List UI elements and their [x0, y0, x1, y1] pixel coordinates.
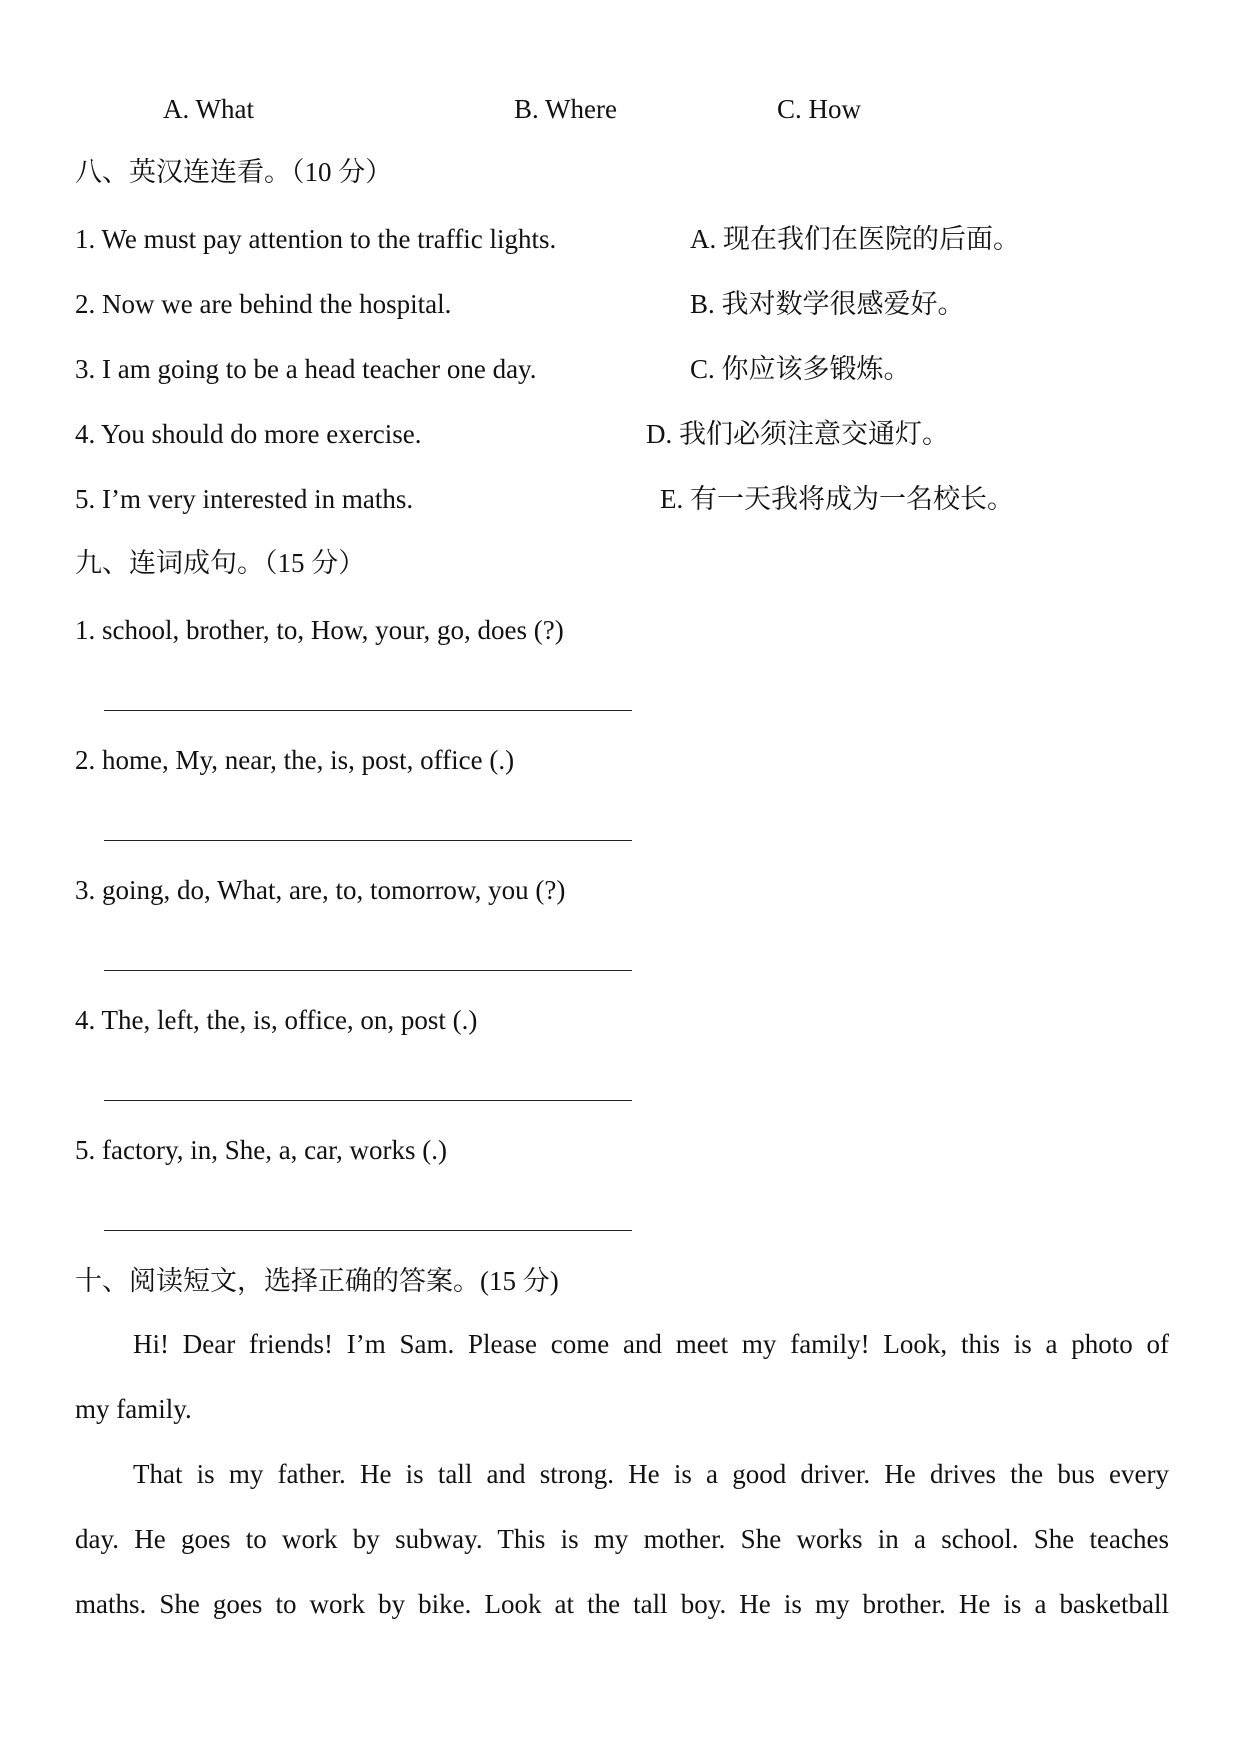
- option-b: B. Where: [514, 94, 617, 124]
- match-left-5: 5. I’m very interested in maths.: [75, 484, 414, 514]
- match-right-b: B. 我对数学很感爱好。: [690, 289, 965, 319]
- option-c: C. How: [777, 94, 862, 124]
- reorder-item-4: 4. The, left, the, is, office, on, post (.): [75, 1005, 478, 1035]
- answer-line-4[interactable]: [104, 1100, 632, 1101]
- reading-p2-line2: day. He goes to work by subway. This is my mother. She works in a school. She teaches: [75, 1524, 1169, 1554]
- reorder-item-1: 1. school, brother, to, How, your, go, does (?): [75, 615, 564, 645]
- reading-p1-line2: my family.: [75, 1394, 192, 1424]
- reading-p2-line3: maths. She goes to work by bike. Look at the tall boy. He is my brother. He is a basketball: [75, 1589, 1169, 1619]
- match-left-1: 1. We must pay attention to the traffic lights.: [75, 224, 557, 254]
- match-right-a: A. 现在我们在医院的后面。: [690, 224, 1020, 254]
- match-left-2: 2. Now we are behind the hospital.: [75, 289, 452, 319]
- answer-line-2[interactable]: [104, 840, 632, 841]
- answer-line-5[interactable]: [104, 1230, 632, 1231]
- option-a: A. What: [163, 94, 254, 124]
- answer-line-3[interactable]: [104, 970, 632, 971]
- reorder-item-3: 3. going, do, What, are, to, tomorrow, you (?): [75, 875, 566, 905]
- match-right-e: E. 有一天我将成为一名校长。: [660, 484, 1014, 514]
- reorder-item-5: 5. factory, in, She, a, car, works (.): [75, 1135, 448, 1165]
- reading-paragraph-2: [75, 1442, 1169, 1637]
- section8-title: 八、英汉连连看。（10 分）: [75, 157, 393, 187]
- match-right-c: C. 你应该多锻炼。: [690, 354, 911, 384]
- reorder-item-2: 2. home, My, near, the, is, post, office (.): [75, 745, 515, 775]
- answer-line-1[interactable]: [104, 710, 632, 711]
- reading-p1-line1: Hi! Dear friends! I’m Sam. Please come and meet my family! Look, this is a photo of: [133, 1329, 1169, 1359]
- section9-title: 九、连词成句。（15 分）: [75, 548, 366, 578]
- reading-p2-line1: That is my father. He is tall and strong. He is a good driver. He drives the bus every: [133, 1459, 1169, 1489]
- reading-paragraph-1: [75, 1312, 1169, 1442]
- match-left-3: 3. I am going to be a head teacher one day.: [75, 354, 537, 384]
- match-left-4: 4. You should do more exercise.: [75, 419, 422, 449]
- section10-title: 十、阅读短文，选择正确的答案。(15 分): [75, 1266, 559, 1296]
- match-right-d: D. 我们必须注意交通灯。: [646, 419, 949, 449]
